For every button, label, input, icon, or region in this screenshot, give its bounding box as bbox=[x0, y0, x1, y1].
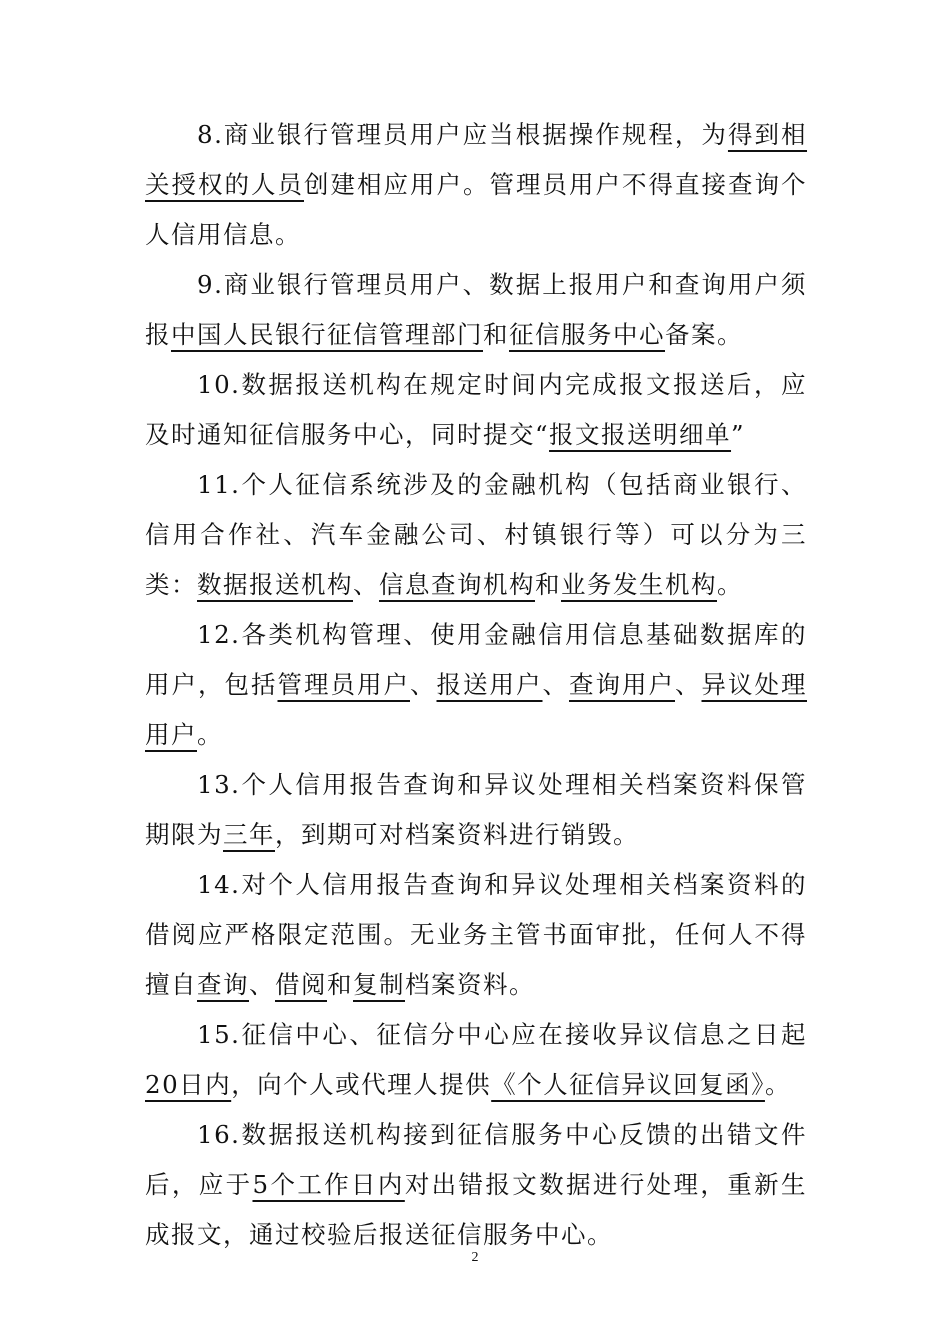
underlined-answer: 三年 bbox=[223, 820, 275, 849]
underlined-answer: 得到相关授权的人员 bbox=[145, 120, 808, 199]
underlined-answer: 《个人征信异议回复函》 bbox=[491, 1070, 765, 1099]
paragraph-item-12 bbox=[145, 610, 807, 760]
paragraph-text: 、 bbox=[675, 670, 702, 699]
paragraph-text: 备案。 bbox=[665, 320, 743, 349]
paragraph-text: 13.个人信用报告查询和异议处理相关档案资料保管期限为 bbox=[145, 770, 807, 849]
paragraph-item-8 bbox=[145, 110, 807, 260]
paragraph-text: 对出错报文数据进行处理，重新生成报文，通过校验后报送征信服务中心。 bbox=[145, 1170, 808, 1249]
paragraph-item-11 bbox=[145, 460, 807, 610]
underlined-answer: 5个工作日内 bbox=[252, 1170, 405, 1199]
paragraph-item-16 bbox=[145, 1110, 807, 1260]
underlined-answer: 查询用户 bbox=[569, 670, 675, 699]
underlined-answer: 信息查询机构 bbox=[379, 570, 535, 599]
paragraph-text: 、 bbox=[353, 570, 379, 599]
paragraph-text: 和 bbox=[535, 570, 561, 599]
paragraph-text: ，到期可对档案资料进行销毁。 bbox=[275, 820, 639, 849]
underlined-answer: 业务发生机构 bbox=[561, 570, 717, 599]
paragraph-item-14 bbox=[145, 860, 807, 1010]
paragraph-text: ” bbox=[731, 420, 746, 449]
paragraph-text: 创建相应用户。管理员用户不得直接查询个人信用信息。 bbox=[145, 170, 807, 249]
paragraph-text: 。 bbox=[197, 720, 223, 749]
paragraph-text: 、 bbox=[410, 670, 437, 699]
paragraph-text: 12.各类机构管理、使用金融信用信息基础数据库的用户，包括 bbox=[145, 620, 807, 699]
underlined-answer: 报送用户 bbox=[436, 670, 543, 699]
paragraph-text: 9.商业银行管理员用户、数据上报用户和查询用户须报 bbox=[145, 270, 807, 349]
paragraph-text: 14.对个人信用报告查询和异议处理相关档案资料的借阅应严格限定范围。无业务主管书面审批，任何人不得擅自 bbox=[145, 870, 807, 999]
underlined-answer: 查询 bbox=[197, 970, 249, 999]
underlined-answer: 管理员用户 bbox=[277, 670, 410, 699]
underlined-answer: 复制 bbox=[353, 970, 405, 999]
underlined-answer: 20日内 bbox=[145, 1070, 232, 1099]
paragraph-text: 档案资料。 bbox=[405, 970, 535, 999]
paragraph-text: 、 bbox=[542, 670, 569, 699]
paragraph-text: 11.个人征信系统涉及的金融机构（包括商业银行、信用合作社、汽车金融公司、村镇银行等）可以分为三类： bbox=[145, 470, 807, 599]
paragraph-text: 和 bbox=[327, 970, 353, 999]
underlined-answer: 借阅 bbox=[275, 970, 327, 999]
underlined-answer: 异议处理用户 bbox=[145, 670, 807, 749]
paragraph-text: 8.商业银行管理员用户应当根据操作规程，为 bbox=[197, 120, 728, 149]
underlined-answer: 数据报送机构 bbox=[197, 570, 353, 599]
page-number: 2 bbox=[471, 1250, 479, 1265]
paragraph-text: 。 bbox=[764, 1070, 791, 1099]
paragraph-item-10 bbox=[145, 360, 807, 460]
paragraph-item-13 bbox=[145, 760, 807, 860]
paragraph-text: 10.数据报送机构在规定时间内完成报文报送后，应及时通知征信服务中心，同时提交“ bbox=[145, 370, 807, 449]
underlined-answer: 征信服务中心 bbox=[509, 320, 665, 349]
document-body bbox=[145, 110, 807, 1260]
underlined-answer: 中国人民银行征信管理部门 bbox=[171, 320, 483, 349]
paragraph-text: ，向个人或代理人提供 bbox=[231, 1070, 492, 1099]
paragraph-item-9 bbox=[145, 260, 807, 360]
paragraph-text: 、 bbox=[249, 970, 275, 999]
paragraph-text: 15.征信中心、征信分中心应在接收异议信息之日起 bbox=[197, 1020, 807, 1049]
paragraph-item-15 bbox=[145, 1010, 807, 1110]
paragraph-text: 和 bbox=[483, 320, 509, 349]
paragraph-text: 16.数据报送机构接到征信服务中心反馈的出错文件后，应于 bbox=[145, 1120, 807, 1199]
underlined-answer: 报文报送明细单 bbox=[549, 420, 732, 449]
paragraph-text: 。 bbox=[717, 570, 743, 599]
